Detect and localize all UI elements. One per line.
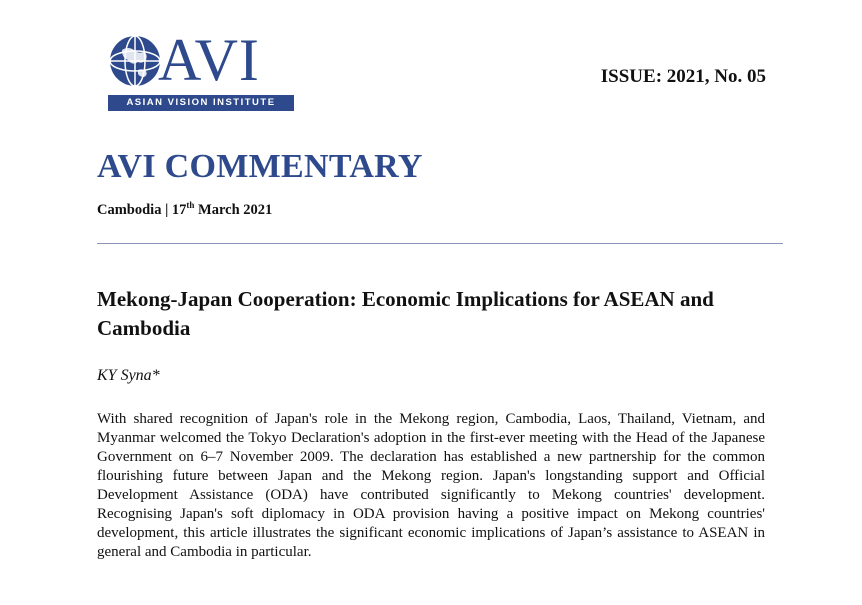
logo-tagline: ASIAN VISION INSTITUTE bbox=[108, 95, 294, 111]
logo-wordmark: AVI bbox=[158, 27, 260, 93]
article-paragraph: With shared recognition of Japan's role in the Mekong region, Cambodia, Laos, Thailand, Vietnam, and Myanmar welcomed the Tokyo Declaration's adoption in the first-ever meeting with the Head of the Japanese Government on 6–7 November 2009. The declaration has established a new partnership for the common flourishing future between Japan and the Mekong region. Japan's longstanding support and Official Development Assistance (ODA) have contributed significantly to Mekong countries' development. Recognising Japan's soft diplomacy in ODA provision having a positive impact on Mekong countries' development, this article illustrates the significant economic implications of Japan’s assistance to ASEAN in general and Cambodia in particular. bbox=[97, 411, 765, 560]
avi-logo bbox=[108, 28, 298, 112]
series-title: AVI COMMENTARY bbox=[97, 148, 423, 185]
header-divider bbox=[97, 243, 783, 244]
dateline-ordinal: th bbox=[186, 200, 195, 210]
dateline-location: Cambodia | 17 bbox=[97, 201, 187, 218]
author-name: KY Syna* bbox=[97, 367, 160, 384]
dateline-date: March 2021 bbox=[194, 201, 273, 218]
globe-icon bbox=[108, 28, 164, 94]
article-title: Mekong-Japan Cooperation: Economic Implications for ASEAN and Cambodia bbox=[97, 287, 714, 340]
issue-number: ISSUE: 2021, No. 05 bbox=[600, 66, 766, 87]
dateline bbox=[97, 200, 272, 219]
